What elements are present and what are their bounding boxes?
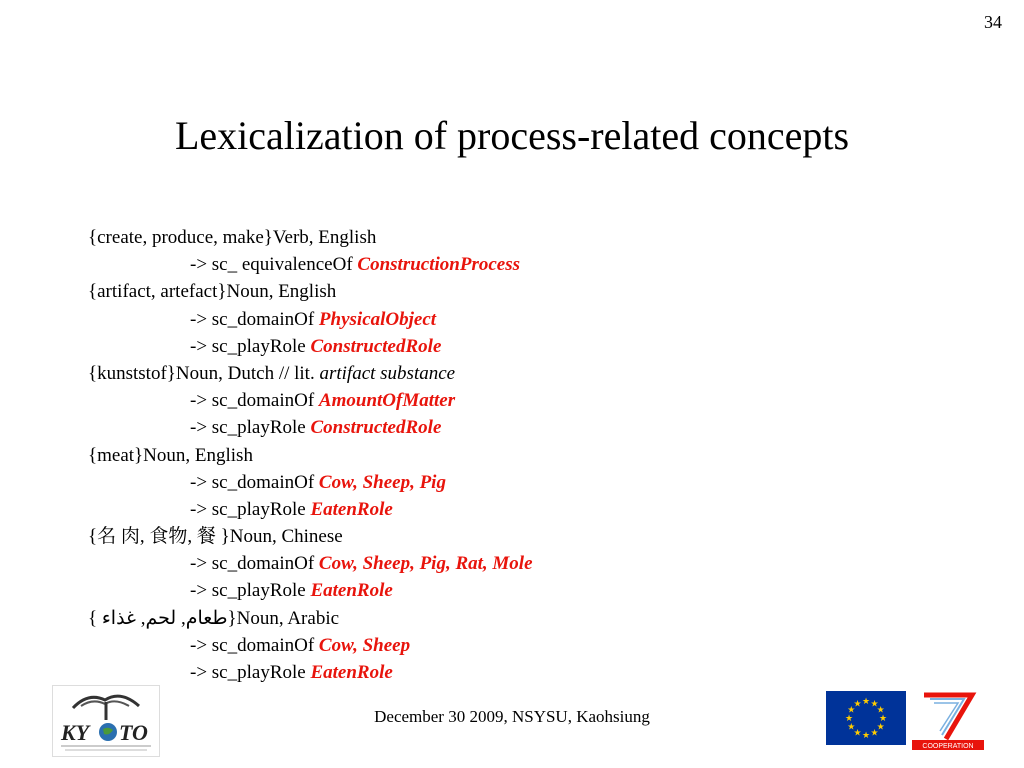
concept-target: ConstructedRole bbox=[310, 335, 442, 357]
concept-target: ConstructionProcess bbox=[357, 254, 520, 276]
eu-star-icon: ★ bbox=[847, 721, 856, 732]
concept-target: ConstructedRole bbox=[310, 417, 442, 439]
eu-star-icon: ★ bbox=[861, 730, 871, 740]
lexicalization-list bbox=[88, 224, 533, 686]
entry-relation: -> sc_domainOf PhysicalObject bbox=[190, 308, 437, 330]
entry-head: {create, produce, make}Verb, English bbox=[88, 227, 377, 248]
entry-head: {meat}Noun, English bbox=[88, 444, 253, 466]
concept-target: AmountOfMatter bbox=[318, 390, 456, 412]
svg-text:COOPERATION: COOPERATION bbox=[922, 743, 974, 750]
entry-head: {artifact, artefact}Noun, English bbox=[88, 281, 337, 303]
entry-relation: -> sc_playRole ConstructedRole bbox=[190, 335, 442, 357]
entry-relation: -> sc_playRole EatenRole bbox=[190, 662, 393, 683]
entry-relation: -> sc_domainOf Cow, Sheep bbox=[190, 634, 411, 656]
entry-relation: -> sc_playRole EatenRole bbox=[190, 498, 393, 520]
concept-target: EatenRole bbox=[310, 662, 393, 683]
page-number: 34 bbox=[984, 12, 1002, 32]
concept-target: Cow, Sheep, Pig bbox=[318, 471, 446, 493]
entry-gloss: artifact substance bbox=[319, 362, 456, 384]
eu-star-icon: ★ bbox=[844, 713, 854, 723]
concept-target: Cow, Sheep bbox=[318, 634, 411, 656]
concept-target: Cow, Sheep, Pig, Rat, Mole bbox=[318, 553, 533, 575]
arabic-words: طعام, لحم, غذاء bbox=[101, 607, 228, 629]
eu-star-icon: ★ bbox=[847, 704, 856, 715]
concept-target: EatenRole bbox=[310, 580, 393, 602]
concept-target: EatenRole bbox=[310, 498, 393, 520]
eu-star-icon: ★ bbox=[876, 721, 885, 732]
eu-star-icon: ★ bbox=[870, 698, 879, 709]
entry-relation: -> sc_domainOf Cow, Sheep, Pig, Rat, Mole bbox=[190, 553, 533, 575]
eu-star-icon: ★ bbox=[876, 704, 885, 715]
fp7-cooperation-logo bbox=[910, 689, 986, 753]
entry-head: {kunststof}Noun, Dutch // lit. artifact substance bbox=[88, 362, 456, 384]
svg-text:TO: TO bbox=[119, 720, 148, 745]
entry-relation: -> sc_domainOf AmountOfMatter bbox=[190, 390, 456, 412]
eu-star-icon: ★ bbox=[853, 698, 862, 709]
entry-relation: -> sc_ equivalenceOf ConstructionProcess bbox=[190, 254, 520, 276]
slide-title: Lexicalization of process-related concepts bbox=[174, 113, 850, 158]
eu-star-icon: ★ bbox=[878, 713, 888, 723]
svg-text:KY: KY bbox=[61, 720, 90, 745]
entry-relation: -> sc_domainOf Cow, Sheep, Pig bbox=[190, 471, 446, 493]
eu-flag-logo bbox=[826, 691, 906, 745]
kyoto-logo bbox=[52, 685, 160, 757]
concept-target: PhysicalObject bbox=[318, 308, 437, 330]
eu-star-icon: ★ bbox=[870, 727, 879, 738]
eu-star-icon: ★ bbox=[853, 727, 862, 738]
eu-star-icon: ★ bbox=[861, 696, 871, 706]
entry-relation: -> sc_playRole ConstructedRole bbox=[190, 417, 442, 439]
footer-date-location: December 30 2009, NSYSU, Kaohsiung bbox=[374, 707, 650, 726]
entry-head: {名 肉, 食物, 餐 }Noun, Chinese bbox=[88, 526, 343, 548]
entry-head: { طعام, لحم, غذاء}Noun, Arabic bbox=[88, 607, 340, 629]
entry-relation: -> sc_playRole EatenRole bbox=[190, 580, 393, 602]
